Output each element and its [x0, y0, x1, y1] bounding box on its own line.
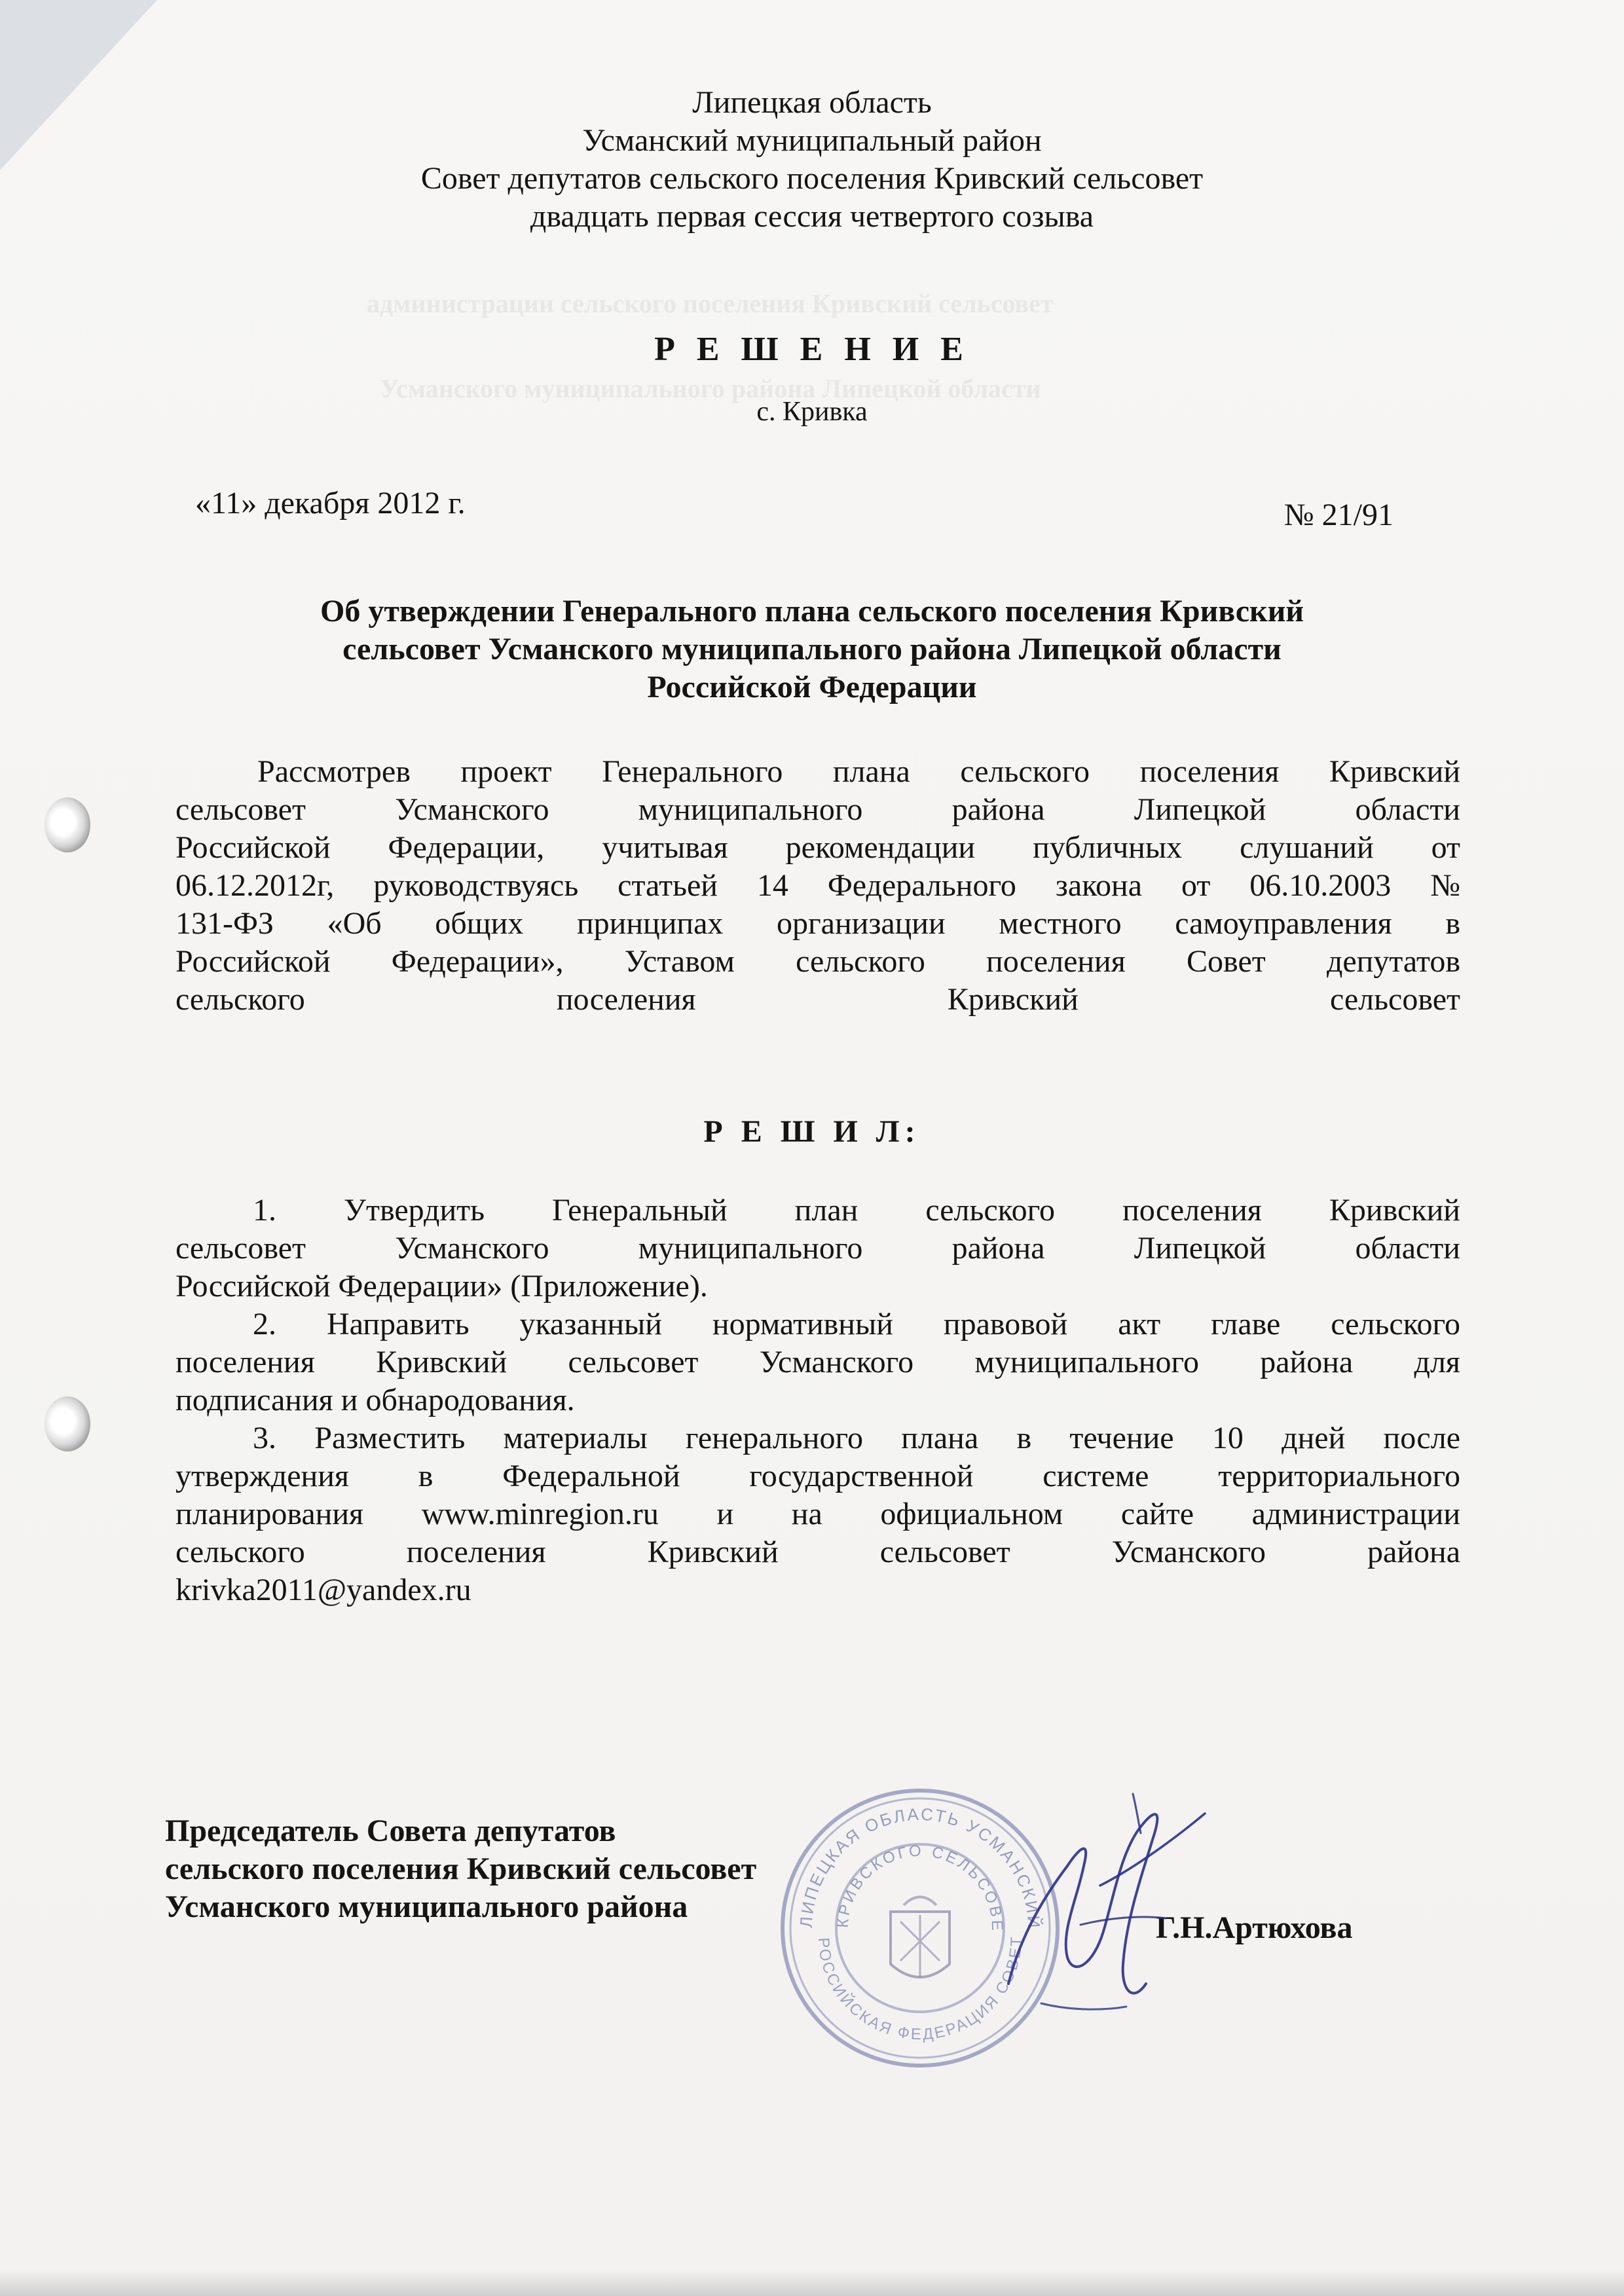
signatory-title-line: сельского поселения Кривский сельсовет	[165, 1851, 757, 1886]
decision-item-1: 1. Утвердить Генеральный план сельского поселения Кривский	[253, 1193, 1460, 1228]
decision-heading: Р Е Ш И Л:	[703, 1114, 921, 1149]
decision-item-1: сельсовет Усманского муниципального района Липецкой области	[175, 1231, 1460, 1266]
preamble-line: Российской Федерации», Уставом сельского поселения Совет депутатов	[175, 944, 1460, 979]
document-date: «11» декабря 2012 г.	[195, 486, 466, 520]
preamble-line: 06.12.2012г, руководствуясь статьей 14 Федерального закона от 06.10.2003 №	[175, 868, 1460, 903]
preamble-line: 131-ФЗ «Об общих принципах организации местного самоуправления в	[175, 906, 1460, 941]
decision-item-3: krivka2011@yandex.ru	[175, 1573, 471, 1607]
signatory-title-line: Председатель Совета депутатов	[165, 1813, 616, 1848]
decision-item-3: утверждения в Федеральной государственной системе территориального	[175, 1459, 1460, 1493]
document-place: с. Кривка	[756, 397, 868, 427]
signatory-title-line: Усманского муниципального района	[165, 1889, 688, 1924]
signatory-name: Г.Н.Артюхова	[1156, 1910, 1353, 1945]
header-council: Совет депутатов сельского поселения Кривский сельсовет	[420, 161, 1204, 196]
header-session: двадцать первая сессия четвертого созыва	[530, 199, 1094, 234]
punch-hole	[45, 1396, 90, 1451]
bleed-through-text: администрации сельского поселения Кривский сельсовет	[367, 289, 1054, 318]
subject-line-1: Об утверждении Генерального плана сельского поселения Кривский	[320, 594, 1304, 629]
bleed-through-text: Усманского муниципального района Липецкой области	[380, 374, 1041, 403]
decision-item-3: планирования www.minregion.ru и на официальном сайте администрации	[175, 1497, 1460, 1531]
decision-item-3: сельского поселения Кривский сельсовет Усманского района	[175, 1535, 1460, 1569]
preamble-line: сельского поселения Кривский сельсовет	[175, 982, 1460, 1017]
seal-text-inner: КРИВСКОГО СЕЛЬСОВЕ	[834, 1842, 1006, 1934]
decision-item-2: 2. Направить указанный нормативный правовой акт главе сельского	[253, 1307, 1460, 1341]
document-title: Р Е Ш Е Н И Е	[654, 331, 970, 368]
seal-text-bottom: РОССИЙСКАЯ ФЕДЕРАЦИЯ СОВЕТ	[814, 1935, 1026, 2044]
preamble-line: сельсовет Усманского муниципального района Липецкой области	[175, 792, 1460, 827]
preamble-line: Российской Федерации, учитывая рекомендации публичных слушаний от	[175, 830, 1460, 865]
punch-hole	[45, 797, 90, 852]
decision-item-2: подписания и обнародования.	[175, 1383, 575, 1417]
decision-item-3: 3. Разместить материалы генерального плана в течение 10 дней после	[253, 1421, 1460, 1455]
seal-text-top: ЛИПЕЦКАЯ ОБЛАСТЬ УСМАНСКИЙ	[796, 1804, 1044, 1931]
decision-item-1: Российской Федерации» (Приложение).	[175, 1269, 708, 1303]
subject-line-2: сельсовет Усманского муниципального района Липецкой области	[342, 632, 1282, 666]
header-region: Липецкая область	[692, 85, 932, 120]
decision-item-2: поселения Кривский сельсовет Усманского муниципального района для	[175, 1345, 1460, 1379]
preamble-line: Рассмотрев проект Генерального плана сельского поселения Кривский	[257, 754, 1460, 789]
document-number: № 21/91	[1283, 498, 1393, 532]
scan-bottom-edge	[0, 2270, 1624, 2296]
subject-line-3: Российской Федерации	[647, 670, 977, 704]
handwritten-signature	[969, 1768, 1244, 2043]
header-district: Усманский муниципальный район	[582, 123, 1042, 158]
